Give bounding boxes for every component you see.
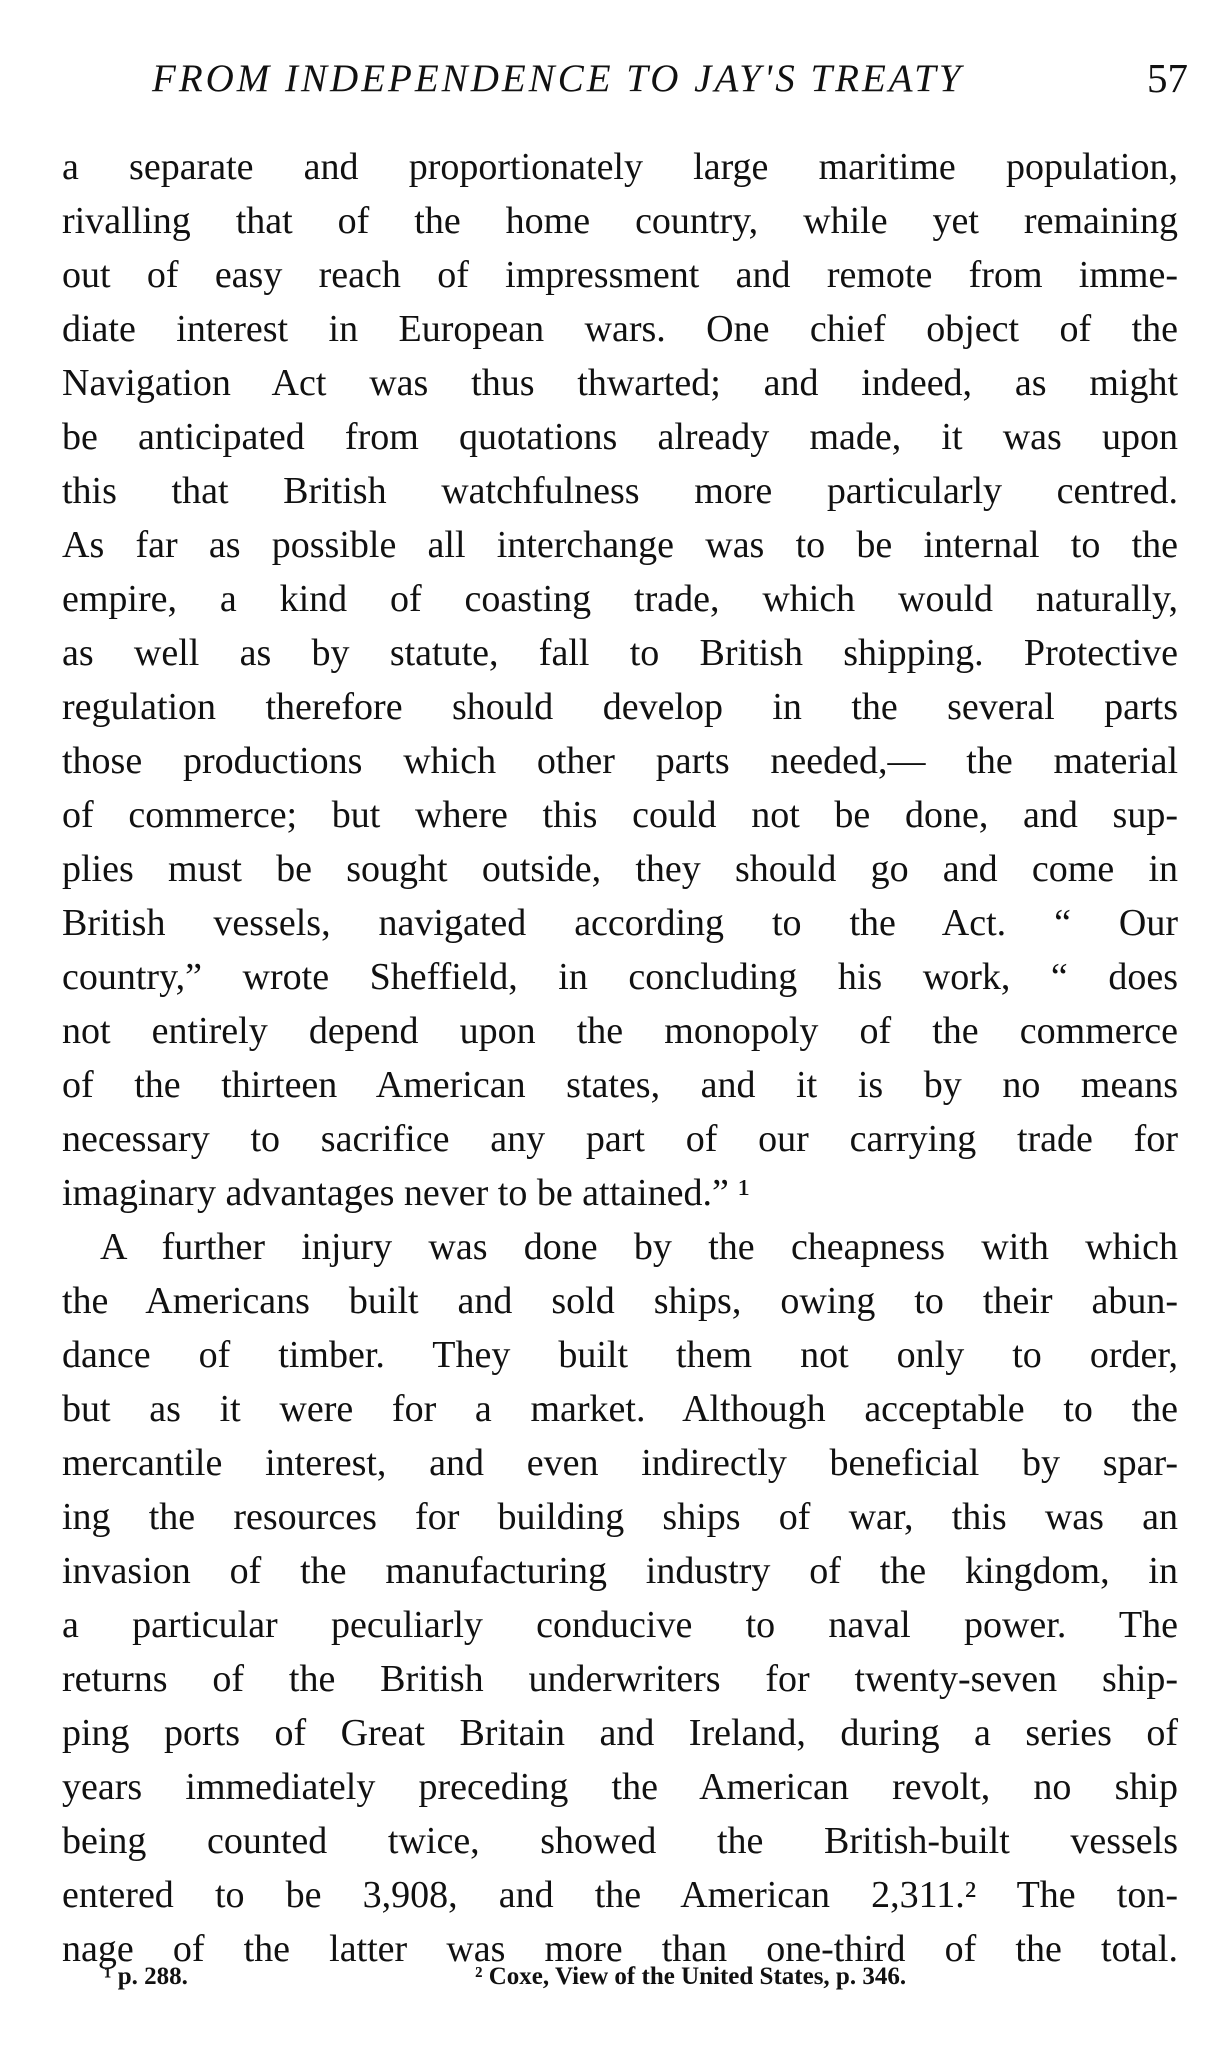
text-line: entered to be 3,908, and the American 2,311.² The ton- [62, 1874, 1178, 1916]
text-line: of commerce; but where this could not be done, and sup- [62, 794, 1178, 836]
running-title: FROM INDEPENDENCE TO JAY'S TREATY [152, 57, 964, 100]
text-line: ing the resources for building ships of war, this was an [62, 1496, 1178, 1538]
text-line: returns of the British underwriters for twenty-seven ship- [62, 1658, 1178, 1700]
text-line: country,” wrote Sheffield, in concluding his work, “ does [62, 956, 1178, 998]
text-line: necessary to sacrifice any part of our carrying trade for [62, 1118, 1178, 1160]
text-line: A further injury was done by the cheapness with which [100, 1226, 1178, 1268]
text-line: be anticipated from quotations already made, it was upon [62, 416, 1178, 458]
footnote-2: ² Coxe, View of the United States, p. 346. [475, 1963, 907, 1990]
text-line: Navigation Act was thus thwarted; and indeed, as might [62, 362, 1178, 404]
paragraph [62, 1220, 1178, 1976]
text-line: a particular peculiarly conducive to naval power. The [62, 1604, 1178, 1646]
text-line: rivalling that of the home country, while yet remaining [62, 200, 1178, 242]
text-line: diate interest in European wars. One chief object of the [62, 308, 1178, 350]
text-line: invasion of the manufacturing industry of the kingdom, in [62, 1550, 1178, 1592]
running-head [60, 48, 1188, 108]
text-line: those productions which other parts needed,— the material [62, 740, 1178, 782]
text-line: but as it were for a market. Although acceptable to the [62, 1388, 1178, 1430]
text-line: plies must be sought outside, they should go and come in [62, 848, 1178, 890]
paragraph [62, 140, 1178, 1220]
text-line: the Americans built and sold ships, owing to their abun- [62, 1280, 1178, 1322]
text-line: this that British watchfulness more particularly centred. [62, 470, 1178, 512]
text-line: ping ports of Great Britain and Ireland, during a series of [62, 1712, 1178, 1754]
text-line: regulation therefore should develop in the several parts [62, 686, 1178, 728]
text-line: nage of the latter was more than one-third of the total. [62, 1928, 1178, 1970]
text-line: mercantile interest, and even indirectly beneficial by spar- [62, 1442, 1178, 1484]
text-line: a separate and proportionately large maritime population, [62, 146, 1178, 188]
footnotes [0, 1957, 1215, 2007]
text-line: being counted twice, showed the British-built vessels [62, 1820, 1178, 1862]
footnote-1: ¹ p. 288. [104, 1963, 188, 1990]
body-text [62, 140, 1178, 1976]
text-line: imaginary advantages never to be attained.” ¹ [62, 1172, 750, 1214]
text-line: British vessels, navigated according to the Act. “ Our [62, 902, 1178, 944]
text-line: out of easy reach of impressment and remote from imme- [62, 254, 1178, 296]
text-line: as well as by statute, fall to British shipping. Protective [62, 632, 1178, 674]
text-line: As far as possible all interchange was to be internal to the [62, 524, 1178, 566]
page-number: 57 [1147, 55, 1188, 101]
text-line: years immediately preceding the American revolt, no ship [62, 1766, 1178, 1808]
text-line: not entirely depend upon the monopoly of the commerce [62, 1010, 1178, 1052]
text-line: dance of timber. They built them not only to order, [62, 1334, 1178, 1376]
text-line: empire, a kind of coasting trade, which would naturally, [62, 578, 1178, 620]
text-line: of the thirteen American states, and it is by no means [62, 1064, 1178, 1106]
